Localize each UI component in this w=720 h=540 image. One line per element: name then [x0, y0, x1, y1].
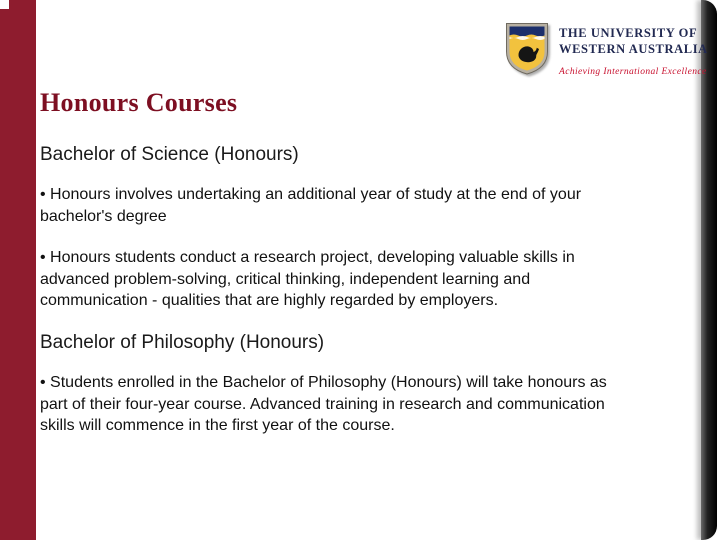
right-page-edge: [701, 0, 717, 540]
logo-tagline: Achieving International Excellence: [559, 67, 707, 78]
logo-line2: WESTERN AUSTRALIA: [559, 41, 708, 56]
slide-title: Honours Courses: [40, 88, 238, 117]
uwa-crest-icon: [505, 22, 549, 76]
section-heading-bsc-honours: Bachelor of Science (Honours): [40, 144, 299, 165]
uwa-logo: [505, 22, 708, 77]
corner-notch: [0, 0, 9, 9]
uwa-logo-text: [559, 22, 708, 77]
slide-content: [40, 88, 660, 457]
section-heading-bphil-honours: Bachelor of Philosophy (Honours): [40, 331, 325, 353]
bullet-bsc-1: • Honours involves undertaking an additional year of study at the end of your bachelor's degree: [40, 186, 582, 225]
logo-line1: THE UNIVERSITY OF: [559, 26, 698, 40]
left-accent-bar: [0, 0, 36, 540]
bullet-bsc-2: • Honours students conduct a research project, developing valuable skills in advanced problem-solving, critical thinking, independent learning and communication - qualities that are highly regarded by employers.: [40, 249, 575, 310]
bullet-bphil-1: • Students enrolled in the Bachelor of Philosophy (Honours) will take honours as part of their four-year course. Advanced training in research and communication skills will commence in the first year of the course.: [40, 373, 607, 435]
